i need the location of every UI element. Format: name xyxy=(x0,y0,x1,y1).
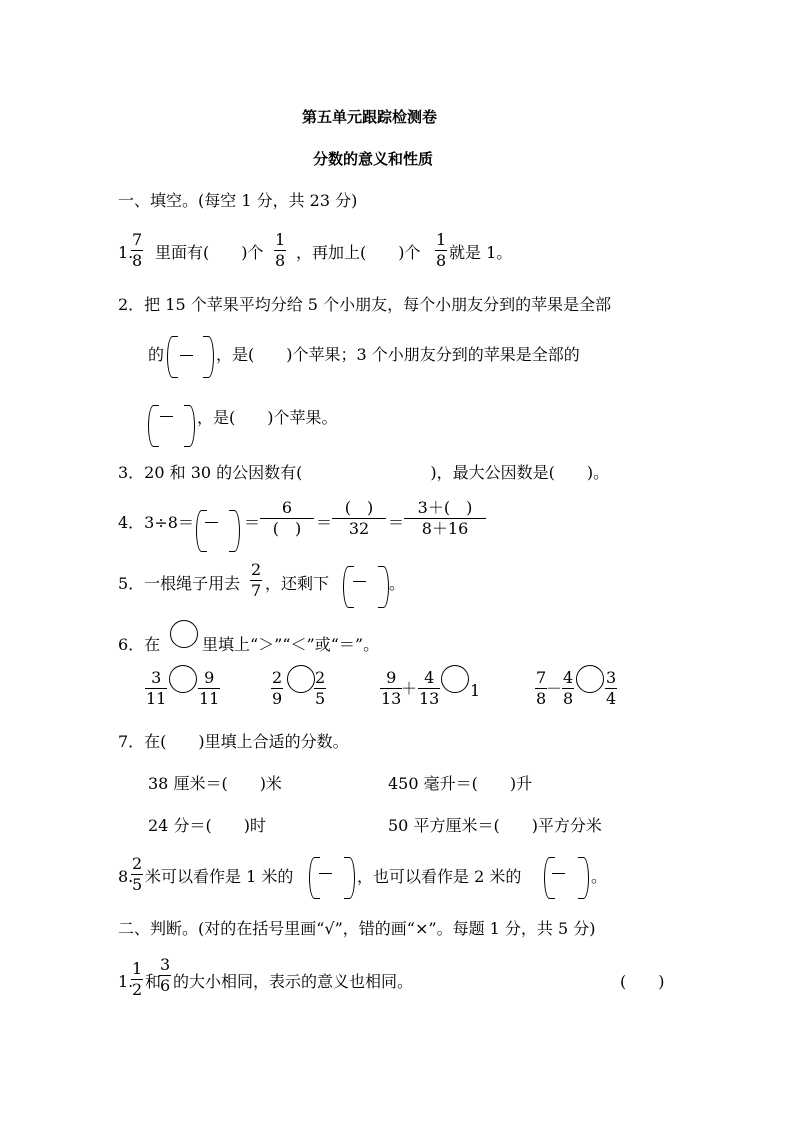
q1-text-1: 里面有( )个 xyxy=(155,243,264,262)
q1-fraction-3: 1 8 xyxy=(436,230,447,270)
q8-blank-1-left xyxy=(309,857,320,899)
page-title: 第五单元跟踪检测卷 xyxy=(302,108,438,126)
q1-text-3: 就是 1。 xyxy=(449,243,513,262)
q1-fraction-2: 1 8 xyxy=(275,230,286,270)
q6-item3-fraction-a: 9 13 xyxy=(381,668,402,708)
q6-circle-sample xyxy=(170,620,198,648)
s2q1-text-2: 的大小相同，表示的意义也相同。 xyxy=(173,972,414,991)
page-subtitle: 分数的意义和性质 xyxy=(313,150,434,168)
q5-text-3: 。 xyxy=(389,574,406,593)
q6-item3-rhs: 1 xyxy=(470,681,481,700)
q8-text-1: 米可以看作是 1 米的 xyxy=(145,867,294,886)
q5-text-2: ，还剩下 xyxy=(265,574,330,593)
q1-fraction-1: 7 8 xyxy=(132,230,143,270)
q6-item4-fraction-b: 4 8 xyxy=(563,668,574,708)
q4-blank-bar xyxy=(205,522,218,523)
section1-heading: 一、填空。(每空 1 分，共 23 分) xyxy=(118,191,358,210)
q5-text-1: 5．一根绳子用去 xyxy=(118,574,241,593)
q6-item1-compare-circle[interactable] xyxy=(169,665,197,693)
q2-line-3: ，是( )个苹果。 xyxy=(197,408,338,427)
q4-equals-3: ＝ xyxy=(388,513,405,532)
q7-item-d: 50 平方厘米＝( )平方分米 xyxy=(388,816,602,835)
q6-item3-fraction-b: 4 13 xyxy=(419,668,440,708)
section2-heading: 二、判断。(对的在括号里画“√”，错的画“×”。每题 1 分，共 5 分) xyxy=(118,919,596,938)
q2-blank-2-right xyxy=(184,405,195,447)
q6-item4-fraction-c: 3 4 xyxy=(606,668,617,708)
s2q1-fraction-2: 3 6 xyxy=(160,955,171,995)
q8-fraction: 2 5 xyxy=(132,854,143,894)
q2-line-2b: ，是( )个苹果；3 个小朋友分到的苹果是全部的 xyxy=(216,345,580,364)
q6-text-1: 6．在 xyxy=(118,635,161,654)
q4-fraction-3: 3＋( ) 8＋16 xyxy=(404,500,486,537)
q6-item3-compare-circle[interactable] xyxy=(441,665,469,693)
q1-number: 1. xyxy=(118,243,134,262)
q5-fraction: 2 7 xyxy=(251,560,262,600)
q6-text-2: 里填上“＞”“＜”或“＝”。 xyxy=(202,635,380,654)
q2-line-2a: 的 xyxy=(148,345,165,364)
q5-blank-left xyxy=(343,566,354,608)
q7-item-b: 450 毫升＝( )升 xyxy=(388,774,533,793)
q2-blank-1-right xyxy=(203,336,214,378)
s2q1-number: 1. xyxy=(118,972,134,991)
q4-equals-2: ＝ xyxy=(316,513,333,532)
q4-label: 4．3÷8＝ xyxy=(118,513,194,532)
q6-item2-fraction-a: 2 9 xyxy=(272,668,283,708)
s2q1-answer-bracket[interactable]: ( ) xyxy=(620,972,665,991)
q6-item1-fraction-a: 3 11 xyxy=(146,668,167,708)
question-3: 3．20 和 30 的公因数有( )，最大公因数是( )。 xyxy=(118,463,610,482)
q4-blank-left xyxy=(196,510,207,552)
q6-item2-fraction-b: 2 5 xyxy=(315,668,326,708)
q6-item1-fraction-b: 9 11 xyxy=(199,668,220,708)
q4-fraction-1: 6 ( ) xyxy=(260,500,314,537)
q7-item-a: 38 厘米＝( )米 xyxy=(148,774,282,793)
q6-item3-operator: ＋ xyxy=(401,679,418,698)
q6-item4-operator: － xyxy=(546,679,563,698)
q8-text-2: ，也可以看作是 2 米的 xyxy=(357,867,522,886)
s2q1-text-1: 和 xyxy=(145,972,162,991)
q4-blank-right xyxy=(229,510,240,552)
q2-blank-2-bar xyxy=(160,416,173,417)
q4-fraction-2: ( ) 32 xyxy=(332,500,386,537)
q1-text-2: ，再加上( )个 xyxy=(296,243,421,262)
s2q1-fraction-1: 1 2 xyxy=(132,959,143,999)
q7-item-c: 24 分＝( )时 xyxy=(148,816,266,835)
q6-item4-fraction-a: 7 8 xyxy=(536,668,547,708)
q8-number: 8. xyxy=(118,867,134,886)
q8-blank-2-left xyxy=(544,857,555,899)
q2-blank-1-bar xyxy=(180,355,193,356)
q7-heading: 7．在( )里填上合适的分数。 xyxy=(118,732,349,751)
q2-line-1: 2．把 15 个苹果平均分给 5 个小朋友，每个小朋友分到的苹果是全部 xyxy=(118,295,612,314)
q5-blank-right xyxy=(378,566,389,608)
q6-item4-compare-circle[interactable] xyxy=(576,665,604,693)
q4-equals-1: ＝ xyxy=(244,513,261,532)
q8-text-3: 。 xyxy=(591,867,608,886)
q5-blank-bar xyxy=(353,581,366,582)
q8-blank-1-right xyxy=(344,857,355,899)
q6-item2-compare-circle[interactable] xyxy=(287,665,315,693)
q8-blank-2-bar xyxy=(552,873,565,874)
q8-blank-1-bar xyxy=(319,873,332,874)
q8-blank-2-right xyxy=(578,857,589,899)
q2-blank-2-left xyxy=(148,405,159,447)
q2-blank-1-left xyxy=(167,336,178,378)
